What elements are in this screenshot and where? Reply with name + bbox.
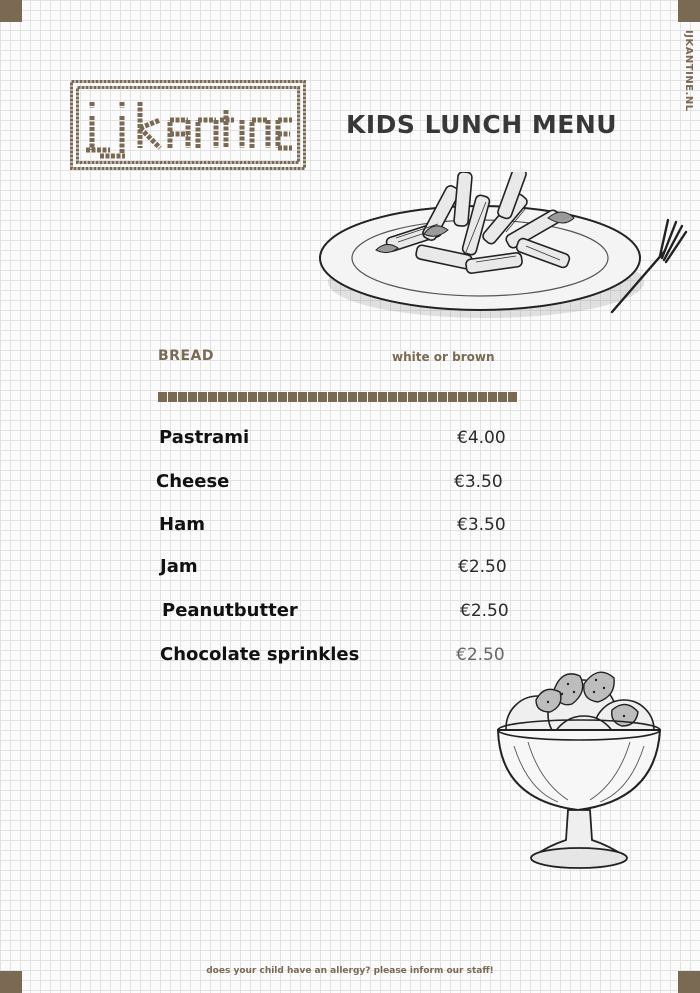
menu-item <box>162 600 522 626</box>
item-price: €4.00 <box>457 428 506 448</box>
menu-item <box>156 471 516 497</box>
item-price: €2.50 <box>460 601 509 621</box>
section-label-bread: BREAD <box>158 348 214 364</box>
menu-item <box>159 514 519 540</box>
menu-title: KIDS LUNCH MENU <box>346 110 618 139</box>
corner-mark-top-left <box>0 0 22 22</box>
allergy-notice: does your child have an allergy? please inform our staff! <box>206 966 494 976</box>
item-price: €3.50 <box>457 515 506 535</box>
item-name: Ham <box>159 514 205 535</box>
menu-item <box>160 644 520 670</box>
pasta-plate-illustration <box>316 172 692 328</box>
item-name: Pastrami <box>159 427 250 448</box>
corner-mark-top-right <box>678 0 700 22</box>
section-divider <box>158 392 518 402</box>
item-price: €2.50 <box>458 557 507 577</box>
menu-item <box>160 556 520 582</box>
item-name: Chocolate sprinkles <box>160 644 360 665</box>
item-name: Cheese <box>156 471 230 492</box>
item-name: Peanutbutter <box>162 600 298 621</box>
bread-options-note: white or brown <box>392 350 495 364</box>
item-price: €2.50 <box>456 645 505 665</box>
ice-cream-sundae-illustration <box>488 650 668 875</box>
menu-item <box>159 427 519 453</box>
website-url: IJKANTINE.NL <box>683 30 694 112</box>
item-price: €3.50 <box>454 472 503 492</box>
item-name: Jam <box>160 556 198 577</box>
ijkantine-logo <box>70 80 306 170</box>
